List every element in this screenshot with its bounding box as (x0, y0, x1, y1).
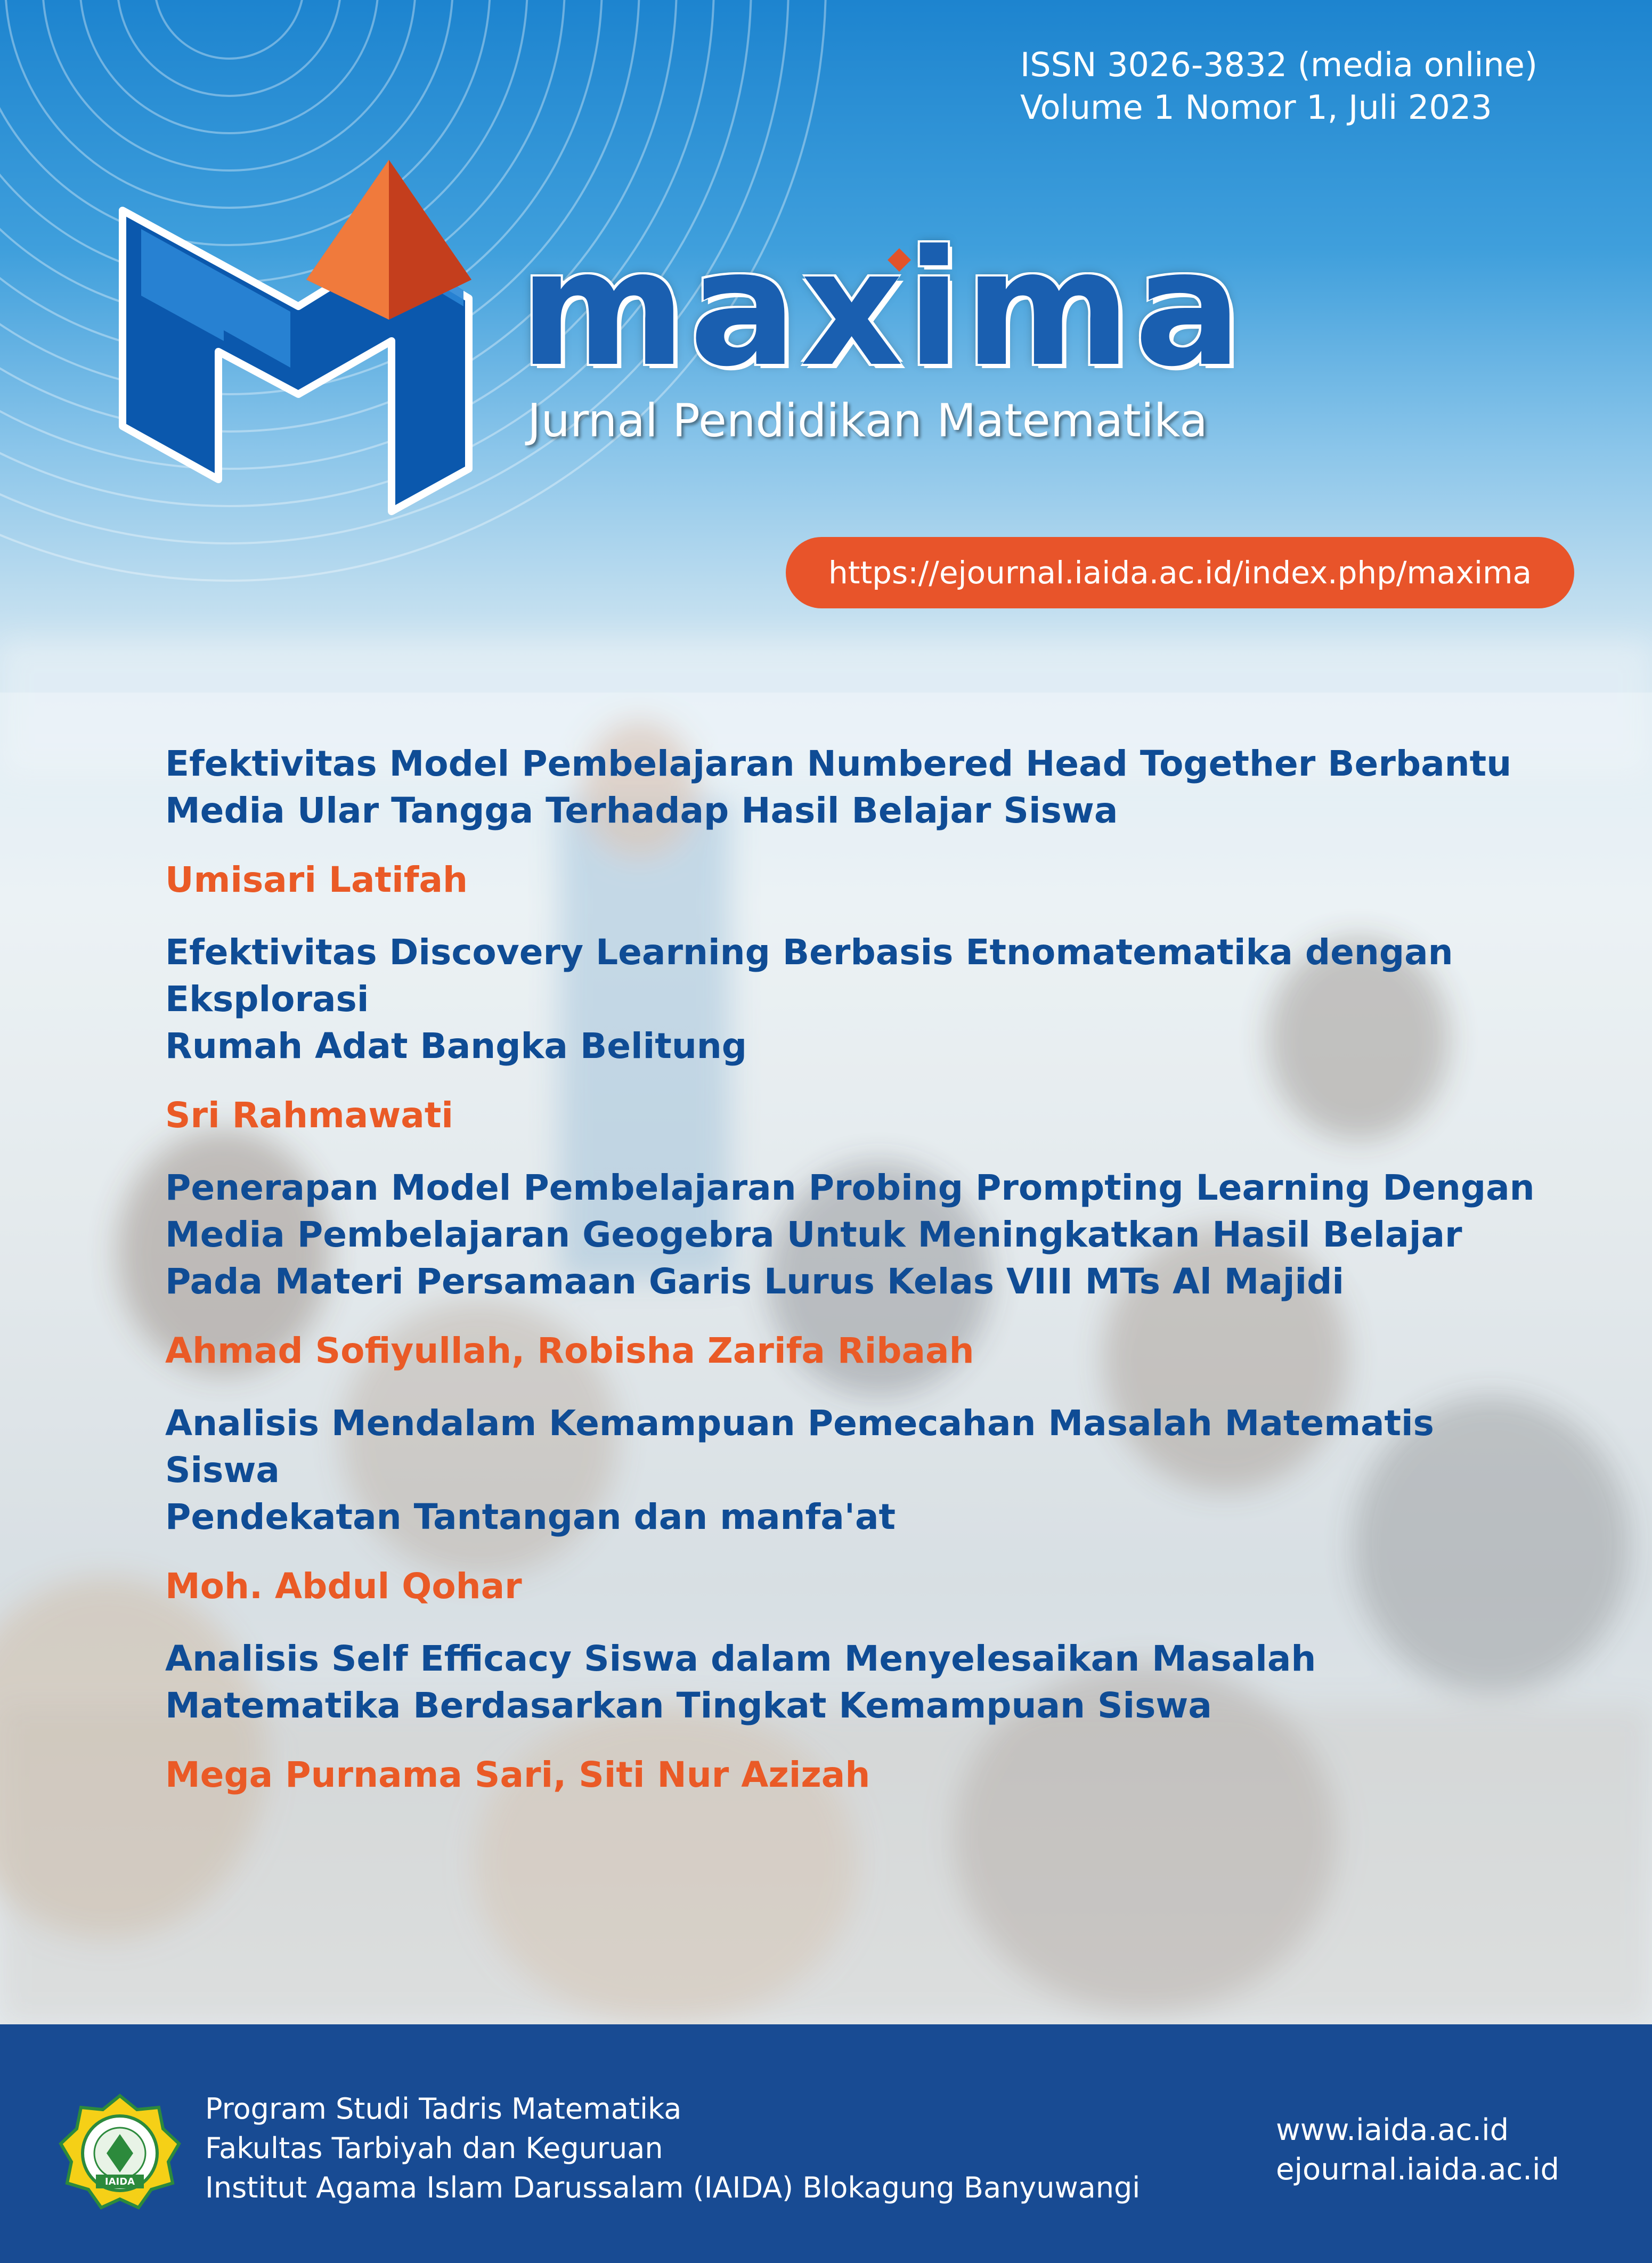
maxima-wordmark: maxima (519, 216, 1246, 402)
website-block (1276, 2111, 1559, 2189)
program-name: Program Studi Tadris Matematika (205, 2092, 682, 2126)
website-link[interactable]: www.iaida.ac.id (1276, 2113, 1509, 2147)
issn-block (1020, 44, 1537, 129)
faculty-name: Fakultas Tarbiyah dan Keguruan (205, 2131, 663, 2165)
journal-subtitle: Jurnal Pendidikan Matematika (527, 394, 1208, 447)
ejournal-link[interactable]: ejournal.iaida.ac.id (1276, 2152, 1560, 2187)
article-authors: Mega Purnama Sari, Siti Nur Azizah (165, 1754, 870, 1795)
article-authors: Umisari Latifah (165, 859, 468, 900)
journal-url-link[interactable]: https://ejournal.iaida.ac.id/index.php/maxima (786, 537, 1574, 608)
article-authors: Ahmad Sofiyullah, Robisha Zarifa Ribaah (165, 1330, 974, 1371)
article-authors: Sri Rahmawati (165, 1095, 454, 1136)
issn-text: ISSN 3026-3832 (media online) (1020, 45, 1538, 84)
article-title[interactable]: Efektivitas Model Pembelajaran Numbered Head Together Berbantu Media Ular Tangga Terhadap Hasil Belajar Siswa (165, 743, 1512, 831)
volume-text: Volume 1 Nomor 1, Juli 2023 (1020, 88, 1492, 127)
institute-name: Institut Agama Islam Darussalam (IAIDA) Blokagung Banyuwangi (205, 2171, 1141, 2204)
article-authors: Moh. Abdul Qohar (165, 1566, 522, 1607)
article-title[interactable]: Analisis Mendalam Kemampuan Pemecahan Masalah Matematis Siswa Pendekatan Tantangan dan manfa'at (165, 1403, 1434, 1537)
footer-bar (0, 2024, 1652, 2263)
seal-label: IAIDA (104, 2176, 135, 2187)
article-entry (165, 929, 1550, 1139)
article-entry (165, 1400, 1550, 1610)
article-entry (165, 1165, 1550, 1374)
article-title[interactable]: Penerapan Model Pembelajaran Probing Prompting Learning Dengan Media Pembelajaran Geogebra Untuk Meningkatkan Hasil Belajar Pada Materi Persamaan Garis Lurus Kelas VIII MTs Al Majidi (165, 1167, 1535, 1302)
table-of-contents (165, 740, 1550, 1824)
article-entry (165, 1635, 1550, 1798)
iaida-seal-icon (59, 2094, 181, 2216)
article-title[interactable]: Analisis Self Efficacy Siswa dalam Menyelesaikan Masalah Matematika Berdasarkan Tingkat Kemampuan Siswa (165, 1638, 1316, 1726)
article-entry (165, 740, 1550, 903)
institution-block (205, 2089, 1140, 2208)
article-title[interactable]: Efektivitas Discovery Learning Berbasis Etnomatematika dengan Eksplorasi Rumah Adat Bangka Belitung (165, 932, 1453, 1067)
